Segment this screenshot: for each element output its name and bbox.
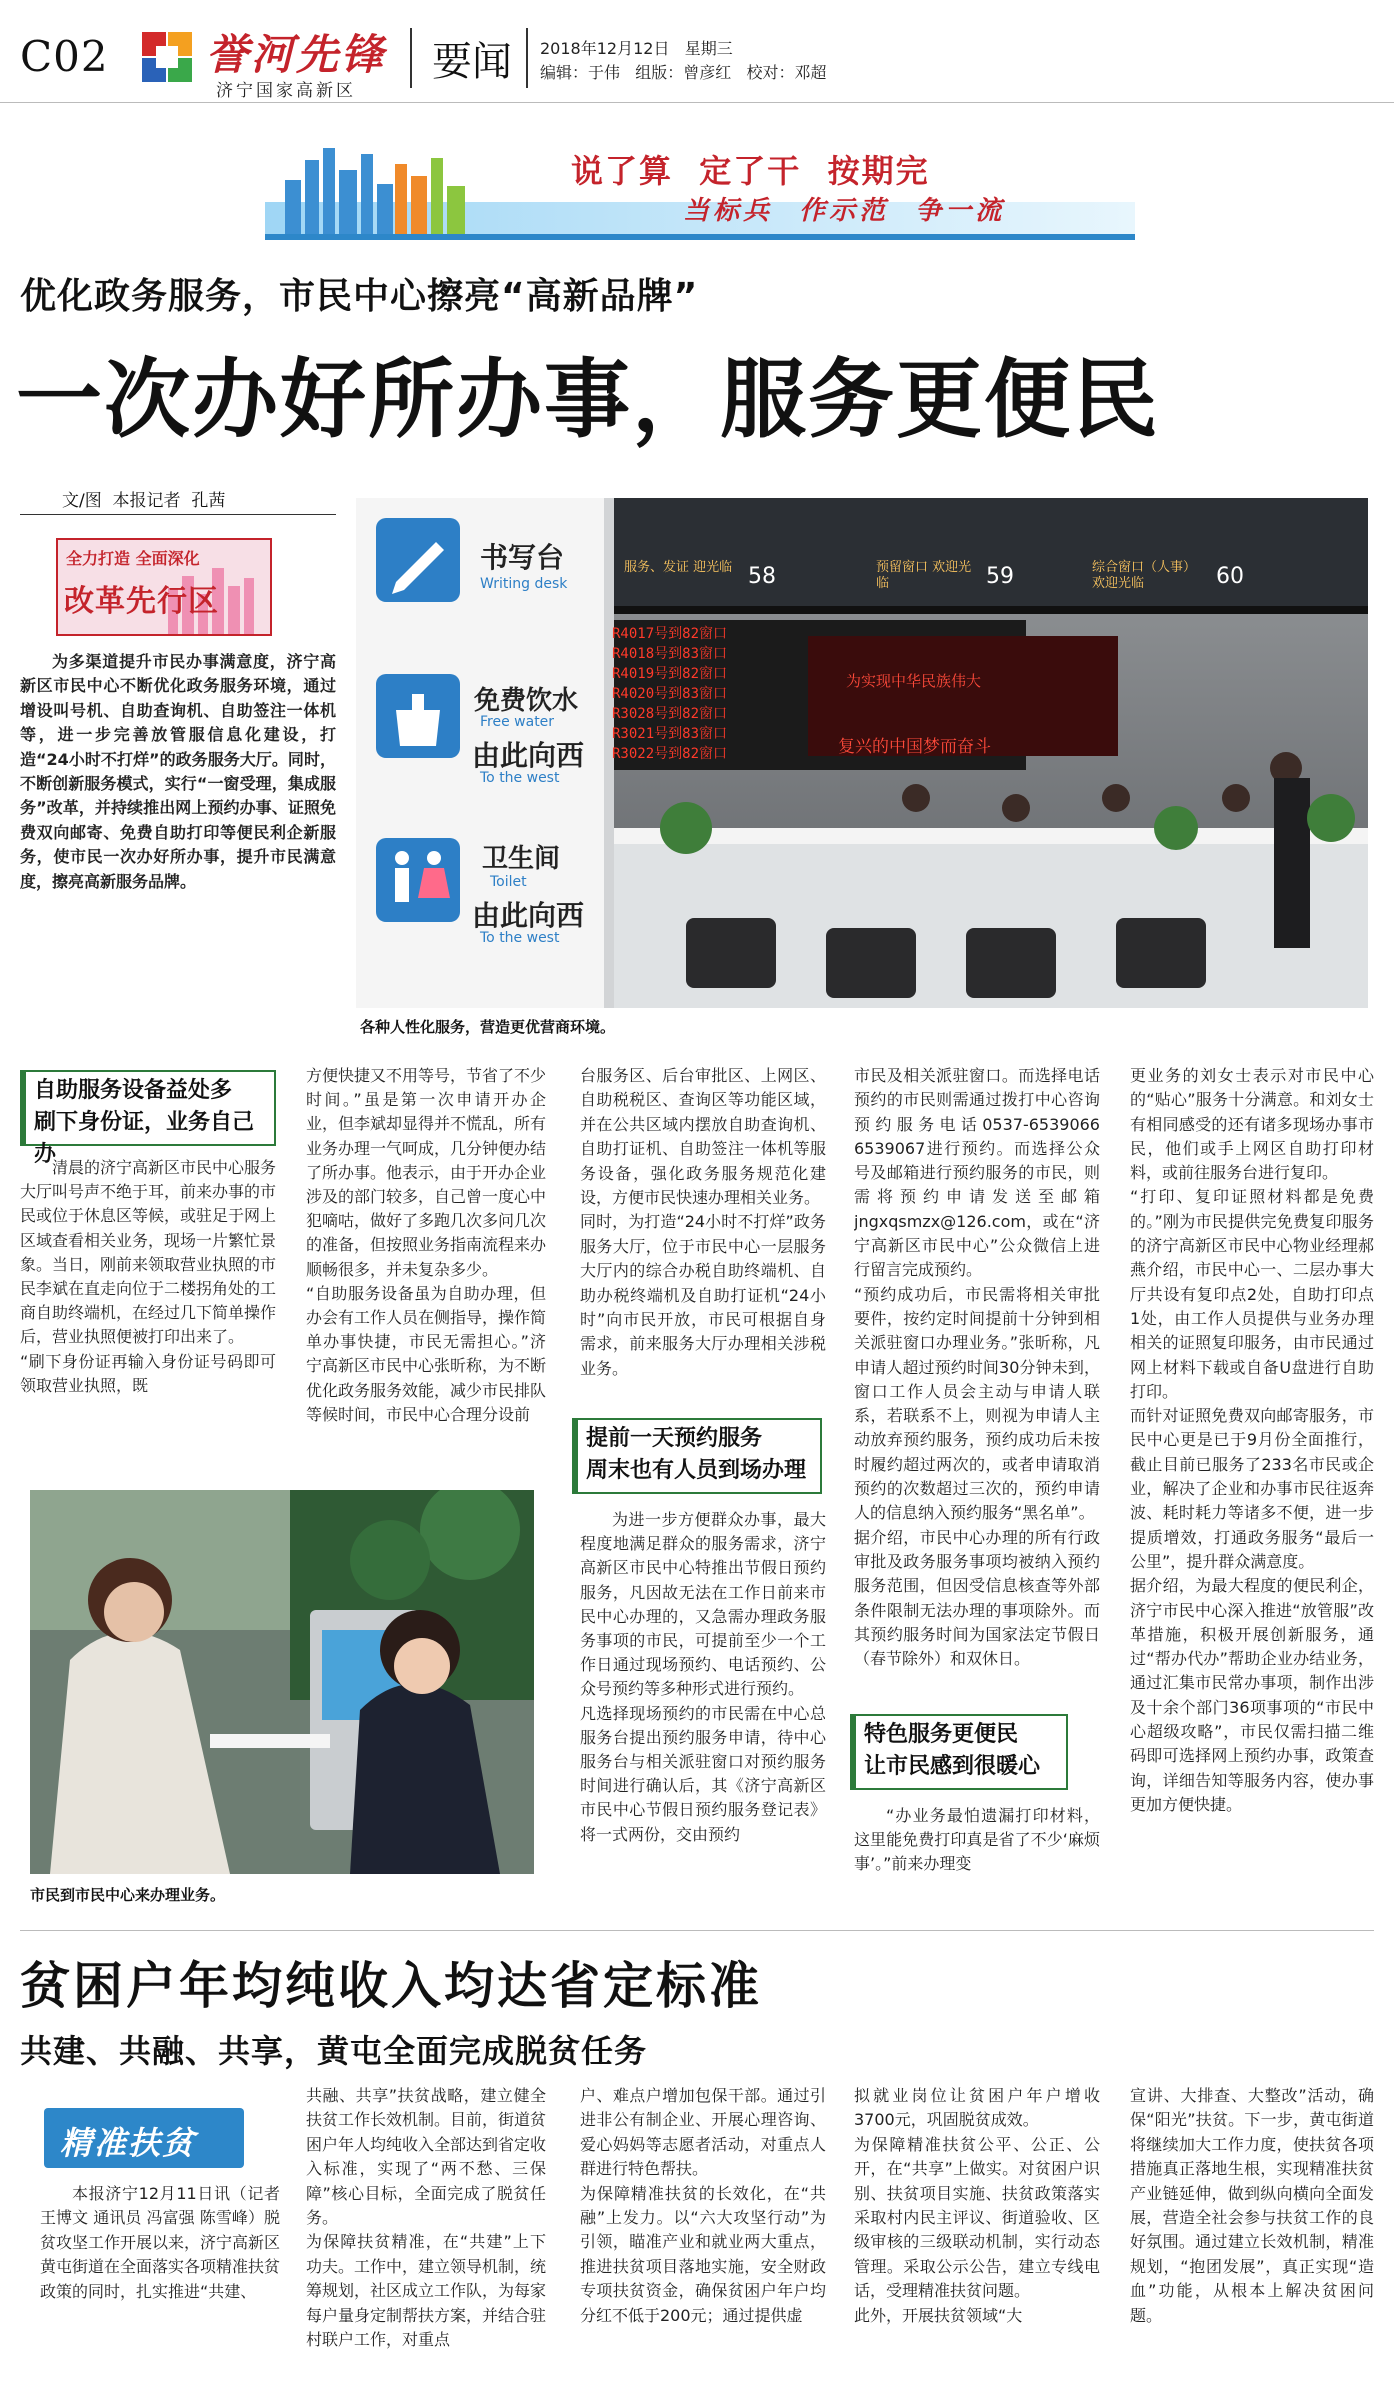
sign-free-water: 免费饮水 [474, 686, 579, 716]
article1-col4b: “办业务最怕遗漏打印材料，这里能免费打印真是省了不少‘麻烦事’。”前来办理变 [854, 1806, 1100, 1874]
sign-free-water-direction: 由此向西 [472, 739, 585, 772]
sign-toilet-en: Toilet [490, 874, 527, 890]
service-hall-photo [356, 498, 1368, 1008]
led-line: R3022号到82窗口 [612, 746, 728, 762]
brand-name: 誉河先锋 [206, 30, 387, 79]
window-sign-59: 预留窗口 欢迎光临 [876, 560, 972, 591]
led-line: R4017号到82窗口 [612, 626, 728, 642]
photo1-caption: 各种人性化服务，营造更优营商环境。 [360, 1018, 616, 1036]
editor-line: 编辑：于伟 组版：曾彦红 校对：邓超 [540, 63, 827, 82]
citizen-service-photo [30, 1490, 534, 1874]
sign-writing-desk: 书写台 [480, 541, 565, 574]
article1-col3a: 台服务区、后台审批区、上网区、自助税税区、查询区等功能区域，并在公共区域内摆放自助查询机、自助打证机、自助签注一体机等服务设备，强化政务服务规范化建设，方便市民快速办理相关业务。 同时，为打造“24小时不打烊”政务服务大厅，位于市民中心一层服务大厅内的综合办税自助终端机、自助办税终端机及自助打证机“24小时”向市民开放，市民可根据自身需求，前来服务大厅办理相关涉税业务。 [580, 1066, 826, 1378]
byline-rule [20, 514, 336, 515]
article1-col3b: 为进一步方便群众办事，最大程度地满足群众的服务需求，济宁高新区市民中心特推出节假日预约服务，凡因故无法在工作日前来市民中心办理的，又急需办理政务服务事项的市民，可提前至少一个工作日通过现场预约、电话预约、公众号预约等多种形式进行预约。 凡选择现场预约的市民需在中心总服务台提出预约服务申请，待中心服务台与相关派驻窗口对预约服务时间进行确认后，其《济宁高新区市民中心节假日预约服务登记表》将一式两份，交由预约 [580, 1510, 826, 1844]
article2-col1: 本报济宁12月11日讯（记者 王博文 通讯员 冯富强 陈雪峰）脱贫攻坚工作开展以来，济宁高新区黄屯街道在全面落实各项精准扶贫政策的同时，扎实推进“共建、 [40, 2184, 280, 2301]
article1-lead: 为多渠道提升市民办事满意度，济宁高新区市民中心不断优化政务服务环境，通过增设叫号机、自助查询机、自助签注一体机等，进一步完善放管服信息化建设，打造“24小时不打烊”的政务服务大厅。同时，不断创新服务模式，实行“一窗受理，集成服务”改革，并持续推出网上预约办事、证照免费双向邮寄、免费自助打印等便民利企新服务，使市民一次办好所办事，提升市民满意度，擦亮高新服务品牌。 [20, 652, 336, 891]
subhead-reservation: 提前一天预约服务 周末也有人员到场办理 [572, 1418, 822, 1494]
led-slogan-2: 复兴的中国梦而奋斗 [838, 737, 991, 757]
brand-sub: 济宁国家高新区 [216, 81, 356, 101]
photo2-caption: 市民到市民中心来办理业务。 [30, 1886, 226, 1904]
led-line: R3028号到82窗口 [612, 706, 728, 722]
sign-writing-desk-en: Writing desk [480, 576, 568, 592]
date-line: 2018年12月12日 星期三 [540, 39, 733, 58]
led-queue-board [612, 624, 802, 764]
article1-byline: 文/图 本报记者 孔茜 [62, 491, 226, 511]
led-line: R3021号到83窗口 [612, 726, 728, 742]
window-sign-58: 服务、发证 迎光临 [624, 560, 733, 575]
header-divider [410, 28, 412, 88]
article-separator [20, 1930, 1374, 1931]
slogan-banner [265, 140, 1135, 242]
article1-subhead: 优化政务服务，市民中心擦亮“高新品牌” [20, 276, 699, 317]
sign-free-water-en: Free water [480, 714, 555, 730]
sign-toilet: 卫生间 [482, 844, 561, 874]
header-divider-2 [526, 28, 528, 88]
poverty-badge [44, 2108, 244, 2168]
article1-col2: 方便快捷又不用等号，节省了不少时间。”虽是第一次申请开办企业，但李斌却显得并不慌乱，所有业务办理一气呵成，几分钟便办结了所办事。他表示，由于开办企业涉及的部门较多，自己曾一度心中犯嘀咕，做好了多跑几次多问几次的准备，但按照业务指南流程来办顺畅很多，并未复杂多少。 “自助服务设备虽为自助办理，但办会有工作人员在侧指导，操作简单办事快捷，市民无需担心。”济宁高新区市民中心张昕称，为不断优化政务服务效能，减少市民排队等候时间，市民中心合理分设前 [306, 1066, 546, 1424]
badge-top-text: 全力打造 全面深化 [66, 549, 200, 568]
led-line: R4019号到82窗口 [612, 666, 728, 682]
article1-col4a: 市民及相关派驻窗口。而选择电话预约的市民则需通过拨打中心咨询预约服务电话0537-6539066 6539067进行预约。而选择公众号及邮箱进行预约服务的市民，则需将预约申请发送至邮箱jngxqsmzx@126.com，或在“济宁高新区市民中心”公众微信上进行留言完成预约。 “预约成功后，市民需将相关审批要件，按约定时间提前十分钟到相关派驻窗口办理业务。”张昕称，凡申请人超过预约时间30分钟未到，窗口工作人员会主动与申请人联系，若联系不上，则视为申请人主动放弃预约服务，预约成功后未按时履约超过两次的，或者申请取消预约的次数超过三次的，预约申请人的信息纳入预约服务“黑名单”。 据介绍，市民中心办理的所有行政审批及政务服务事项均被纳入预约服务范围，但因受信息核查等外部条件限制无法办理的事项除外。而其预约服务时间为国家法定节假日（春节除外）和双休日。 [854, 1066, 1100, 1669]
window-number-60: 60 [1216, 564, 1244, 589]
subhead-self-service: 自助服务设备益处多 刷下身份证，业务自己办 [20, 1070, 276, 1146]
window-number-59: 59 [986, 564, 1014, 589]
article2-col5: 宣讲、大排查、大整改”活动，确保“阳光”扶贫。下一步，黄屯街道将继续加大工作力度，使扶贫各项措施真正落地生根，实现精准扶贫产业链延伸，做到纵向横向全面发展，营造全社会参与扶贫工作的良好氛围。通过建立长效机制，精准规划，“抱团发展”，真正实现“造血”功能，从根本上解决贫困问题。 [1130, 2086, 1374, 2325]
led-line: R4018号到83窗口 [612, 646, 728, 662]
poverty-badge-text: 精准扶贫 [60, 2124, 197, 2162]
article2-headline: 贫困户年均纯收入均达省定标准 [20, 1957, 762, 2015]
brand-logo-icon [138, 28, 196, 86]
led-slogan-1: 为实现中华民族伟大 [846, 672, 982, 690]
window-sign-60: 综合窗口（人事） 欢迎光临 [1092, 560, 1197, 591]
article1-col1: 清晨的济宁高新区市民中心服务大厅叫号声不绝于耳，前来办事的市民或位于休息区等候，或驻足于网上区域查看相关业务，现场一片繁忙景象。当日，刚前来领取营业执照的市民李斌在直走向位于二楼拐角处的工商自助终端机，在经过几下简单操作后，营业执照便被打印出来了。 “刷下身份证再输入身份证号码即可领取营业执照，既 [20, 1158, 276, 1395]
article1-headline: 一次办好所办事，服务更便民 [16, 350, 1160, 450]
window-number-58: 58 [748, 564, 776, 589]
header-rule [0, 102, 1394, 103]
banner-slogan-2: 当标兵 作示范 争一流 [683, 196, 1006, 226]
sign-free-water-direction-en: To the west [480, 770, 560, 786]
sign-toilet-direction: 由此向西 [472, 899, 585, 932]
badge-main-text: 改革先行区 [64, 584, 219, 619]
page-number: C02 [20, 32, 109, 81]
sign-toilet-direction-en: To the west [480, 930, 560, 946]
article2-col2: 共融、共享”扶贫战略，建立健全扶贫工作长效机制。目前，街道贫困户年人均纯收入全部达到省定收入标准，实现了“两不愁、三保障”核心目标，全面完成了脱贫任务。 为保障扶贫精准，在“共建”上下功夫。工作中，建立领导机制，统筹规划，社区成立工作队，为每家每户量身定制帮扶方案，并结合驻村联户工作，对重点 [306, 2086, 546, 2350]
banner-slogan-1: 说了算 定了干 按期完 [571, 152, 930, 190]
reform-badge [56, 538, 272, 636]
led-line: R4020号到83窗口 [612, 686, 728, 702]
article2-subhead: 共建、共融、共享，黄屯全面完成脱贫任务 [20, 2032, 648, 2070]
subhead-special-service: 特色服务更便民 让市民感到很暖心 [850, 1714, 1068, 1790]
article2-col3: 户、难点户增加包保干部。通过引进非公有制企业、开展心理咨询、爱心妈妈等志愿者活动，对重点人群进行特色帮扶。 为保障精准扶贫的长效化，在“共融”上发力。以“六大攻坚行动”为引领，瞄准产业和就业两大重点，推进扶贫项目落地实施，安全财政专项扶贫资金，确保贫困户年户均分红不低于200元；通过提供虚 [580, 2086, 826, 2325]
article1-col5: 更业务的刘女士表示对市民中心的“贴心”服务十分满意。和刘女士有相同感受的还有诸多现场办事市民，他们或手上网区自助打印材料，或前往服务台进行复印。 “打印、复印证照材料都是免费的。”刚为市民提供完免费复印服务的济宁高新区市民中心物业经理郝燕介绍，市民中心一、二层办事大厅共设有复印点2处，自助打印点1处，由工作人员提供与业务办理相关的证照复印服务，由市民通过网上材料下载或自备U盘进行自助打印。 而针对证照免费双向邮寄服务，市民中心更是已于9月份全面推行，截止目前已服务了233名市民或企业，解决了企业和办事市民往返奔波、耗时耗力等诸多不便，进一步提质增效，打通政务服务“最后一公里”，提升群众满意度。 据介绍，为最大程度的便民利企，济宁市民中心深入推进“放管服”改革措施，积极开展创新服务，通过“帮办代办”帮助企业办结业务，通过汇集市民常办事项，制作出涉及十余个部门36项事项的“市民中心超级攻略”，市民仅需扫描二维码即可选择网上预约办事，政策查询，详细告知等服务内容，使办事更加方便快捷。 [1130, 1066, 1374, 1814]
article2-col4: 拟就业岗位让贫困户年户增收3700元，巩固脱贫成效。 为保障精准扶贫公平、公正、公开，在“共享”上做实。对贫困户识别、扶贫项目实施、扶贫政策落实采取村内民主评议、街道验收、区级审核的三级联动机制，实行动态管理。采取公示公告，建立专线电话，受理精准扶贫问题。 此外，开展扶贫领域“大 [854, 2086, 1100, 2325]
section-name: 要闻 [432, 39, 512, 85]
